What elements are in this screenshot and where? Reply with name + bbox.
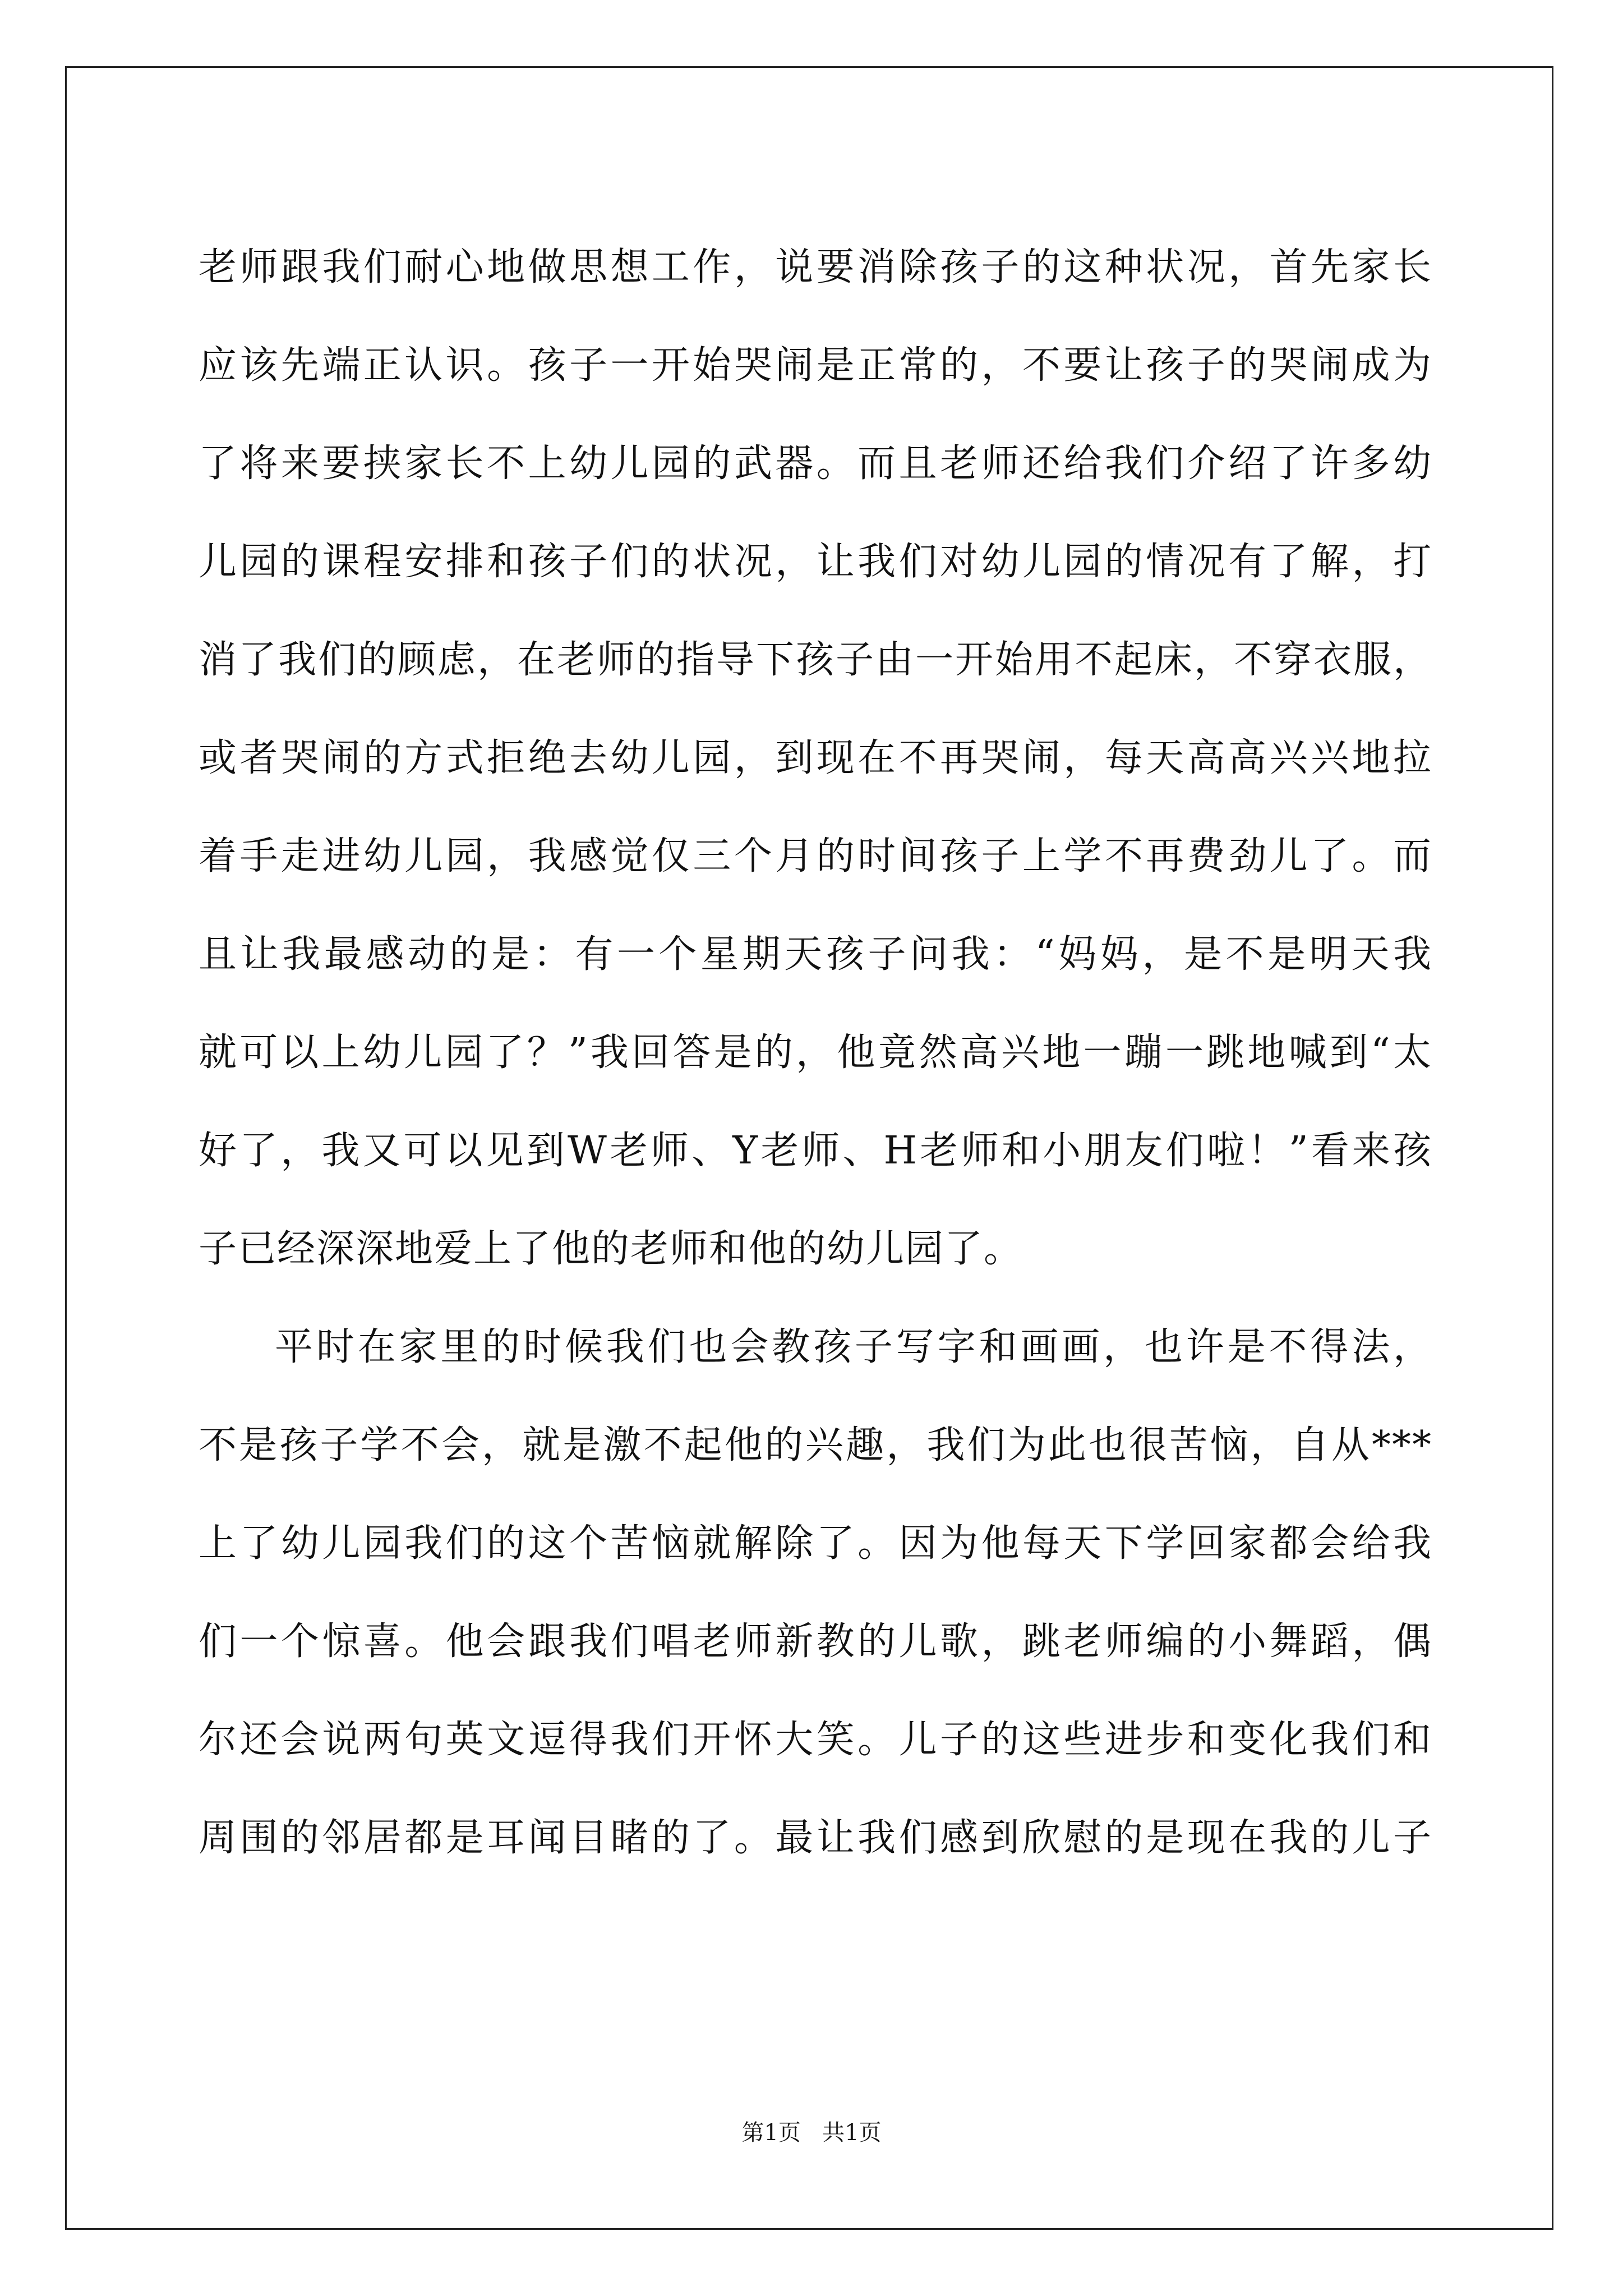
footer-gap	[801, 2120, 822, 2146]
paragraph-1-line: 应该先端正认识。孩子一开始哭闹是正常的，不要让孩子的哭闹成为	[199, 343, 1432, 388]
paragraph-2-line: 尔还会说两句英文逗得我们开怀大笑。儿子的这些进步和变化我们和	[199, 1718, 1432, 1762]
paragraph-1-line: 着手走进幼儿园，我感觉仅三个月的时间孩子上学不再费劲儿了。而	[199, 834, 1432, 878]
paragraph-1-line: 或者哭闹的方式拒绝去幼儿园，到现在不再哭闹，每天高高兴兴地拉	[199, 736, 1432, 780]
paragraph-1-line: 好了，我又可以见到W老师、Y老师、H老师和小朋友们啦！”看来孩	[199, 1129, 1432, 1173]
page-footer	[0, 2119, 1623, 2146]
page-number: 第1页	[741, 2120, 801, 2146]
paragraph-1-line: 就可以上幼儿园了？”我回答是的，他竟然高兴地一蹦一跳地喊到“太	[199, 1030, 1432, 1075]
paragraph-1-line: 了将来要挟家长不上幼儿园的武器。而且老师还给我们介绍了许多幼	[199, 441, 1432, 486]
document-body	[199, 218, 1432, 1887]
paragraph-2-first-line: 平时在家里的时候我们也会教孩子写字和画画，也许是不得法，	[275, 1325, 1432, 1369]
paragraph-1-line: 儿园的课程安排和孩子们的状况，让我们对幼儿园的情况有了解，打	[199, 540, 1432, 584]
paragraph-2-line: 不是孩子学不会，就是激不起他的兴趣，我们为此也很苦恼，自从***	[199, 1423, 1432, 1467]
page-total: 共1页	[822, 2120, 882, 2146]
paragraph-1-line: 消了我们的顾虑，在老师的指导下孩子由一开始用不起床，不穿衣服，	[199, 638, 1432, 682]
paragraph-2-line: 上了幼儿园我们的这个苦恼就解除了。因为他每天下学回家都会给我	[199, 1521, 1432, 1566]
paragraph-1-line: 且让我最感动的是：有一个星期天孩子问我：“妈妈，是不是明天我	[199, 932, 1432, 977]
paragraph-1-line: 老师跟我们耐心地做思想工作，说要消除孩子的这种状况，首先家长	[199, 245, 1432, 289]
paragraph-2-line: 周围的邻居都是耳闻目睹的了。最让我们感到欣慰的是现在我的儿子	[199, 1816, 1432, 1860]
paragraph-1-last-line: 子已经深深地爱上了他的老师和他的幼儿园了。	[199, 1227, 1023, 1271]
paragraph-2-line: 们一个惊喜。他会跟我们唱老师新教的儿歌，跳老师编的小舞蹈，偶	[199, 1619, 1432, 1664]
